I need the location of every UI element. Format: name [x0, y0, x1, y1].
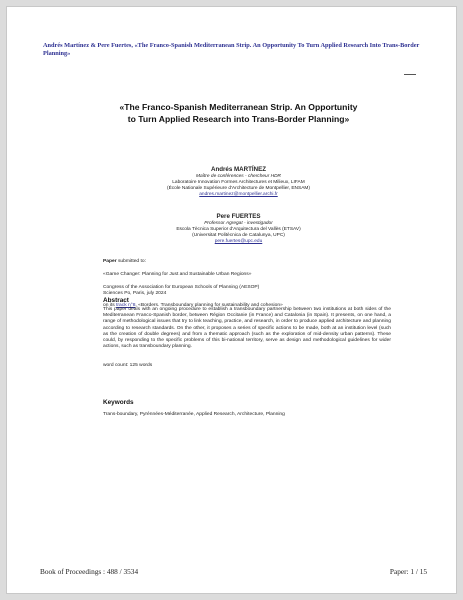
submission-line — [103, 259, 391, 265]
author-role: Professor Agregat - investigador — [204, 221, 273, 226]
author-block-2 — [77, 213, 400, 245]
paper-page — [6, 6, 457, 594]
submitted-label: Paper — [103, 259, 117, 264]
title-line-2: to Turn Applied Research into Trans-Border Planning» — [127, 113, 350, 124]
word-count: word count: 125 words — [103, 363, 153, 368]
track-suffix: , «Borders. Transboundary planning for sustainability and cohesion» — [135, 303, 283, 308]
author-name: Pere FUERTES — [216, 213, 261, 220]
author-email-link[interactable]: pere.fuertes@upc.edu — [214, 239, 263, 245]
author-university: (Universitat Politècnica de Catalunya, UPC) — [192, 233, 285, 239]
author-lab: Laboratoire Innovation Formes Architectures et Milieux, LIFAM — [172, 180, 305, 186]
footer-page-number: Paper: 1 / 15 — [389, 567, 427, 576]
author-school: (École Nationale Supérieure d'Architecture de Montpellier, ENSAM) — [166, 186, 311, 192]
author-email-link[interactable]: andres.martinez@montpellier.archi.fr — [199, 192, 278, 198]
congress-info — [103, 285, 391, 297]
title-line-1: «The Franco-Spanish Mediterranean Strip. An Opportunity — [119, 102, 358, 112]
author-role: Maître de conférences - chercheur HDR — [195, 174, 282, 179]
congress-name: Congress of the Association for European Schools of Planning (AESOP) — [103, 285, 260, 290]
track-prefix: on its — [103, 303, 117, 308]
track-link[interactable]: track n°8 — [116, 303, 136, 308]
keywords-heading: Keywords — [103, 399, 134, 406]
abstract-text: This paper deals with an ongoing procedure to establish a transboundary partnership between two institutions at both sides of the Mediterranean Franco-Spanish border, between Région Occitanie (in France) and Catalonia (in Spain). It presents, on one hand, a range of methodological issues that try to link teaching, practice, and research, in order to produce applied architecture and planning according to research standards. On the other, it proposes a series of specific actions to be made, both at an institution level (such as the creation of double degrees) and from a thematic approach (such as the exploration of mid-density urban patterns). These could, by responding to the specific problems of this bi-national territory, serve as design and methodological guidelines for wider actions, such as transboundary planning. — [103, 307, 391, 350]
running-head: Andrés Martínez & Pere Fuertes, «The Franco-Spanish Mediterranean Strip. An Opportunity To Turn Applied Research Into Trans-Border Planning» — [43, 42, 420, 57]
author-name: Andrés MARTÍNEZ — [210, 166, 266, 173]
congress-venue: Sciences Po, Paris, july 2024 — [103, 291, 167, 297]
keywords-text: Trans-boundary, Pyrénnées-Méditerranée, Applied Research, Architecture, Planning — [103, 412, 285, 417]
conference-theme: «Game Changer: Planning for Just and Sustainable Urban Regions» — [103, 272, 252, 277]
header-rule — [404, 74, 416, 75]
submitted-text: submitted to: — [116, 259, 146, 264]
paper-title — [77, 102, 400, 125]
abstract-heading: Abstract — [103, 297, 129, 304]
footer-proceedings: Book of Proceedings : 488 / 3534 — [40, 567, 139, 576]
author-block-1 — [77, 166, 400, 198]
author-school: Escola Tècnica Superior d'Arquitectura del Vallès (ETSAV) — [176, 227, 301, 233]
